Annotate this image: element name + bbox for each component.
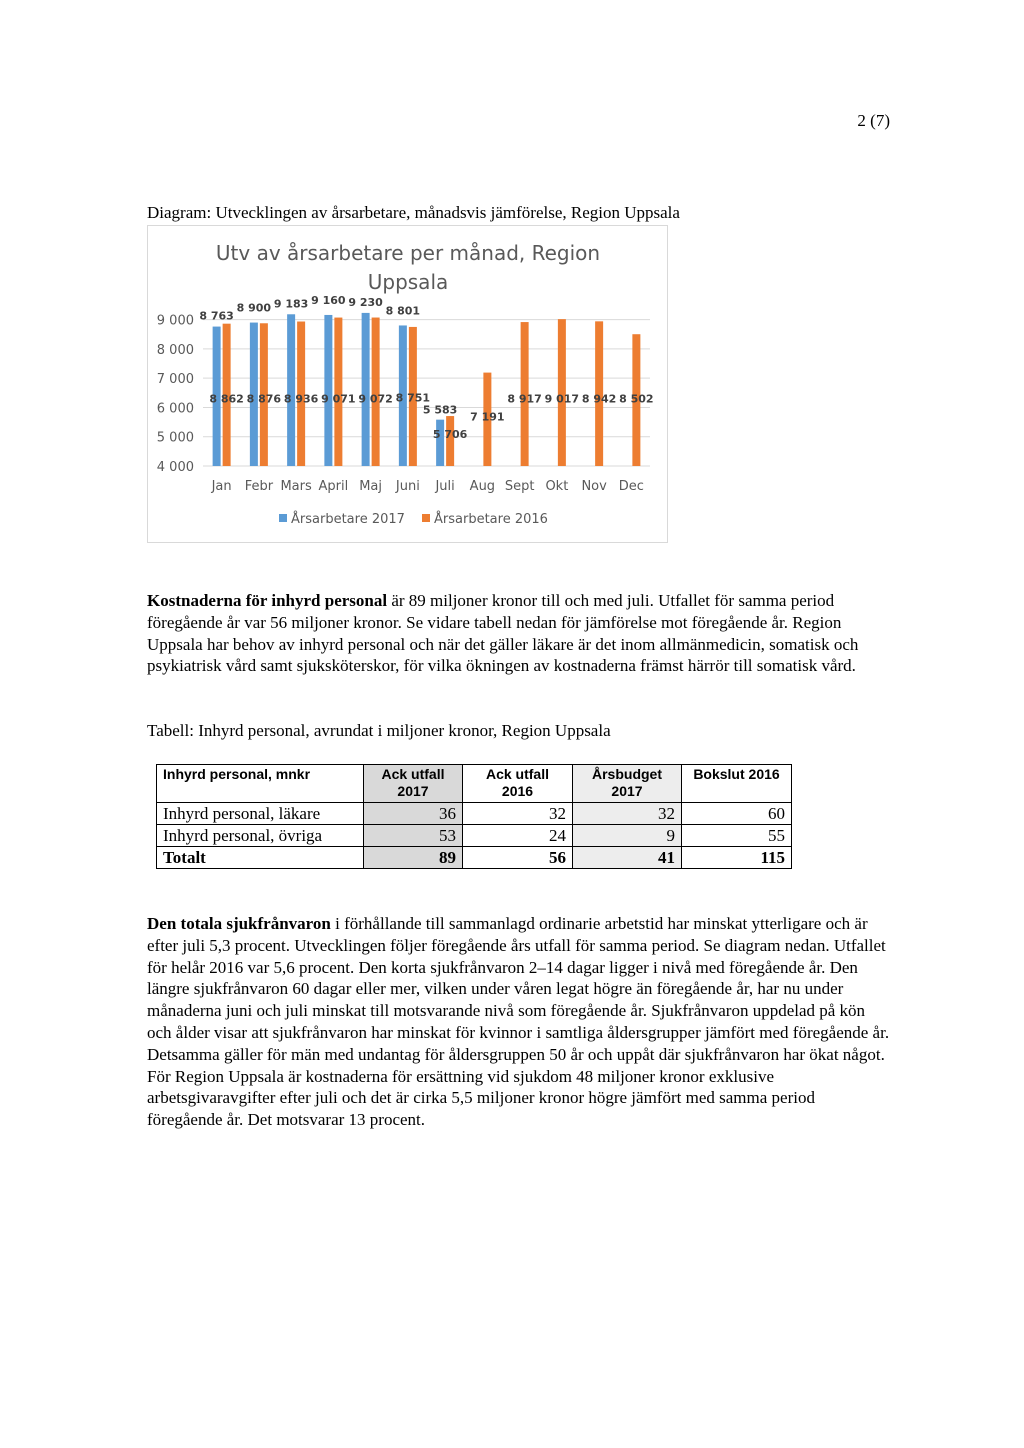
y-tick-label: 8 000 bbox=[156, 342, 194, 358]
table-cell: 24 bbox=[463, 825, 573, 847]
bar-2017 bbox=[324, 315, 332, 466]
data-label-2017: 8 801 bbox=[385, 304, 421, 318]
paragraph-inhyrd-personal bbox=[147, 590, 892, 677]
table-cell: Inhyrd personal, övriga bbox=[157, 825, 364, 847]
table-header: Inhyrd personal, mnkr bbox=[157, 765, 364, 803]
x-tick-label: Aug bbox=[469, 479, 496, 494]
table-header: Årsbudget 2017 bbox=[573, 765, 682, 803]
paragraph-inhyrd-lead: Kostnaderna för inhyrd personal bbox=[147, 591, 388, 610]
table-row bbox=[157, 825, 792, 847]
data-label-2016: 9 071 bbox=[321, 392, 356, 406]
table-cell: 56 bbox=[463, 847, 573, 869]
data-label-2017: 9 230 bbox=[348, 295, 383, 309]
y-tick-label: 7 000 bbox=[156, 372, 194, 388]
bar-2017 bbox=[362, 313, 370, 466]
table-cell: 32 bbox=[463, 803, 573, 825]
data-label-2016: 8 942 bbox=[581, 392, 617, 406]
paragraph-sjukfranvaro bbox=[147, 913, 892, 1131]
table-cell: 60 bbox=[682, 803, 792, 825]
table-cell: 55 bbox=[682, 825, 792, 847]
bar-2017 bbox=[436, 420, 444, 466]
x-tick-label: Juni bbox=[395, 479, 420, 494]
page-number: 2 (7) bbox=[857, 111, 890, 130]
legend-swatch-2016 bbox=[422, 514, 430, 522]
table-cell: Inhyrd personal, läkare bbox=[157, 803, 364, 825]
data-label-2017: 9 160 bbox=[311, 293, 346, 307]
table-cell: 41 bbox=[573, 847, 682, 869]
data-label-2016: 8 917 bbox=[507, 392, 542, 406]
bars bbox=[213, 313, 641, 466]
data-label-2016: 8 502 bbox=[619, 392, 654, 406]
table-cell: 36 bbox=[364, 803, 463, 825]
table-cell: 89 bbox=[364, 847, 463, 869]
table-cell: 115 bbox=[682, 847, 792, 869]
data-label-2016: 8 876 bbox=[246, 392, 282, 406]
data-label-2017: 9 183 bbox=[273, 297, 309, 311]
table-header: Ack utfall 2017 bbox=[364, 765, 463, 803]
data-label-2016: 8 862 bbox=[209, 392, 244, 406]
table-cell: 32 bbox=[573, 803, 682, 825]
data-label-2016: 7 191 bbox=[470, 410, 505, 424]
x-tick-label: Febr bbox=[244, 479, 274, 494]
table-row-total bbox=[157, 847, 792, 869]
data-label-2017: 8 763 bbox=[199, 309, 234, 323]
legend-swatch-2017 bbox=[279, 514, 287, 522]
x-tick-label: April bbox=[318, 479, 349, 494]
table-header: Bokslut 2016 bbox=[682, 765, 792, 803]
table-header: Ack utfall 2016 bbox=[463, 765, 573, 803]
chart-title-line2: Uppsala bbox=[367, 270, 449, 294]
y-tick-label: 4 000 bbox=[156, 460, 194, 475]
chart-caption: Diagram: Utvecklingen av årsarbetare, månadsvis jämförelse, Region Uppsala bbox=[147, 203, 680, 222]
paragraph-inhyrd-text: är 89 miljoner kronor till och med juli. Utfallet för samma period föregående år var 56 miljoner kronor. Se vidare tabell nedan för jämförelse mot föregående år. Region Uppsala har behov av inhyrd personal och när det gäller läkare är det inom allmänmedicin, somatisk och psykiatrisk vård samt sjuksköterskor, för vilka ökningen av kostnaderna främst härrör till somatisk vård. bbox=[147, 591, 859, 676]
data-label-2016: 8 936 bbox=[283, 392, 319, 406]
table-cell: Totalt bbox=[157, 847, 364, 869]
table-caption: Tabell: Inhyrd personal, avrundat i miljoner kronor, Region Uppsala bbox=[147, 721, 611, 740]
data-label-2016: 5 706 bbox=[432, 428, 468, 442]
data-label-2016: 8 751 bbox=[395, 391, 431, 405]
data-label-2016: 9 017 bbox=[544, 392, 580, 406]
x-tick-label: Okt bbox=[545, 479, 569, 494]
chart-title-line1: Utv av årsarbetare per månad, Region bbox=[215, 241, 601, 265]
paragraph-sjukfranvaro-lead: Den totala sjukfrånvaron bbox=[147, 914, 331, 933]
data-label-2016: 9 072 bbox=[358, 392, 393, 406]
table-cell: 53 bbox=[364, 825, 463, 847]
data-label-2017: 5 583 bbox=[422, 403, 458, 417]
data-label-2017: 8 900 bbox=[236, 301, 272, 315]
x-tick-label: Jan bbox=[211, 479, 232, 494]
x-tick-label: Nov bbox=[581, 479, 607, 494]
legend-label-2016: Årsarbetare 2016 bbox=[434, 512, 548, 527]
legend bbox=[279, 511, 548, 527]
y-tick-label: 9 000 bbox=[156, 313, 194, 329]
y-tick-label: 6 000 bbox=[156, 401, 194, 417]
chart-container bbox=[147, 225, 668, 543]
table-row bbox=[157, 803, 792, 825]
y-axis-ticks bbox=[157, 314, 194, 475]
x-tick-label: Juli bbox=[435, 479, 455, 494]
inhyrd-personal-table bbox=[156, 764, 792, 869]
legend-label-2017: Årsarbetare 2017 bbox=[291, 512, 405, 527]
x-tick-label: Maj bbox=[359, 479, 383, 494]
bar-2017 bbox=[287, 314, 295, 466]
table-cell: 9 bbox=[573, 825, 682, 847]
x-tick-label: Mars bbox=[280, 479, 312, 494]
paragraph-sjukfranvaro-text: i förhållande till sammanlagd ordinarie arbetstid har minskat ytterligare och är efter juli 5,3 procent. Utvecklingen följer föregående års utfall för samma period. Se diagram nedan. Utfallet för helår 2016 var 5,6 procent. Den korta sjukfrånvaron 2–14 dagar ligger i nivå med föregående år. Den längre sjukfrånvaron 60 dagar eller mer, vilken under våren legat högre än föregående år, har nu under månaderna juni och juli minskat till motsvarande nivå som föregående år. Sjukfrånvaron uppdelad på kön och ålder visar att sjukfrånvaron har minskat för kvinnor i samtliga åldersgrupper jämfört med föregående år. Detsamma gäller för män med undantag för åldersgruppen 50 år och uppåt där sjukfrånvaron har ökat något. För Region Uppsala är kostnaderna för ersättning vid sjukdom 48 miljoner kronor exklusive arbetsgivaravgifter efter juli och det är cirka 5,5 miljoner kronor högre jämfört med samma period föregående år. Det motsvarar 13 procent. bbox=[147, 914, 890, 1130]
y-tick-label: 5 000 bbox=[156, 430, 194, 446]
table-header-row bbox=[157, 765, 792, 803]
x-tick-label: Sept bbox=[504, 479, 535, 494]
x-tick-label: Dec bbox=[618, 479, 644, 494]
bar-chart bbox=[148, 226, 667, 542]
x-axis-ticks bbox=[211, 479, 644, 494]
